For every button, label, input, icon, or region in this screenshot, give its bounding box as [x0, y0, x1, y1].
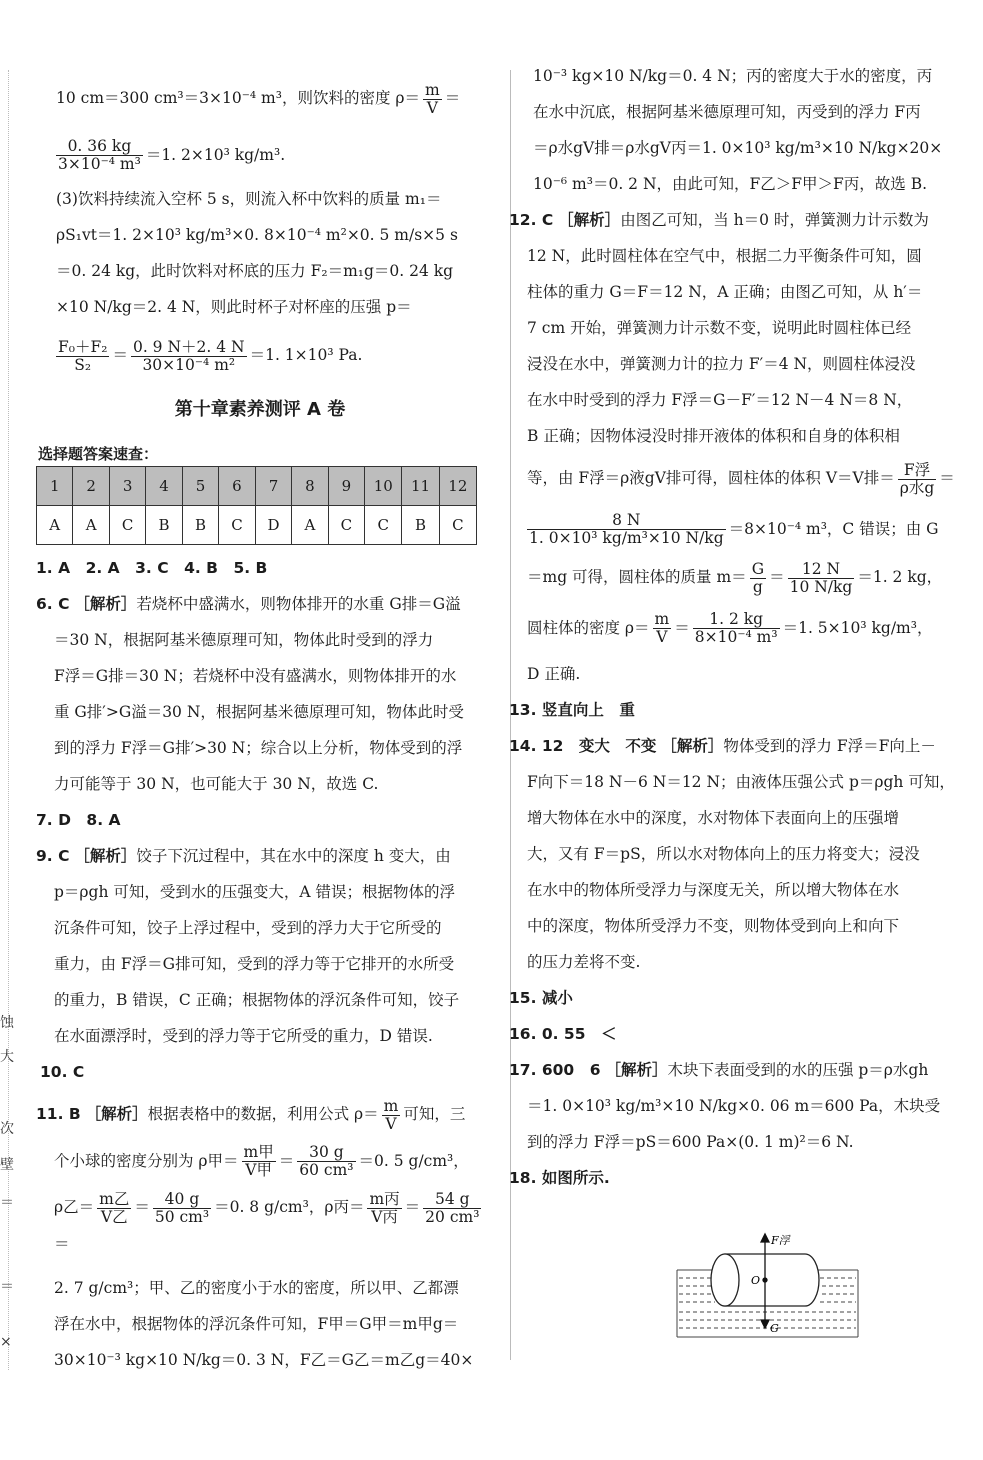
fraction: $\frac{\text{F₀＋F₂}}{\text{S₂}}$ — [58, 337, 108, 374]
text-line: 到的浮力 F浮＝pS＝600 Pa×(0. 1 m)²＝6 N. — [527, 1133, 854, 1151]
table-cell: C — [109, 506, 145, 545]
text-line: ＝1. 0×10³ kg/m³×10 N/kg×0. 06 m＝600 Pa，木块受 — [527, 1097, 941, 1115]
table-cell: A — [73, 506, 109, 545]
answers-block: 1. A 2. A 3. C 4. B 5. B 6. C ［解析］若烧杯中盛满水，则物体排开的水重 G排＝G溢 ＝30 N，根据阿基米德原理可知，物体此时受到的浮力 F浮＝G排＝30 N；若烧杯中没有盛满水，则物体排开的水 重 G排′>G溢＝30 N，根据阿基米德原理可知，物体此时受 到的浮力 F浮＝G排′>30 N；综合以上分析，物体受到的浮 力可能等于 30 N，也可能大于 30 N，故选 C. 7. D 8. A 9. C ［解析］饺子下沉过程中，其在水中的深度 h 变大，由 p＝ρgh 可知，受到水的压强变大，A 错误；根据物体的浮 沉条件可知，饺子上浮过程中，受到的浮力大于它所受的 重力，由 F浮＝G排可知，受到的浮力等于它排开的水所受 的重力，B 错误，C 正确；根据物体的浮沉条件可知，饺子 在水面漂浮时，受到的浮力等于它所受的重力，D 错误. 10. C 11. B ［解析］根据表格中的数据，利用公式 ρ＝ $\frac{m}{V}$ 可知，三 个小球的密度分别为 ρ甲＝ $\frac{\text{m甲}}{\text{V甲}}$ ＝ $\frac{30 g}{\text{60 cm³}}$ ＝0. 5 g/cm³， ρ乙＝ $\frac{\text{m乙}}{\text{V乙}}$ ＝ $\frac{40 g}{\text{50 cm³}}$ ＝0. 8 g/cm³，ρ丙＝ $\frac{\text{m丙}}{\text{V丙}}$ ＝ $\frac{54 g}{\text{20 cm³}}$ ＝ 2. 7 g/cm³；甲、乙的密度小于水的密度，所以甲、乙都漂 浮在水中，根据物体的浮沉条件可知，F甲＝G甲＝m甲g＝ 30×10⁻³ kg×10 N/kg＝0. 3 N，F乙＝G乙＝m乙g＝40× — [36, 550, 486, 1378]
solution-continued: 10 cm＝300 cm³＝3×10⁻⁴ m³，则饮料的密度 ρ＝ $\frac{m}{V}$ ＝ $\frac{0. 36 kg}{\text{3×10⁻⁴ m³}}$ ＝1. 2×10³ kg/m³. (3)饮料持续流入空杯 5 s，则流入杯中饮料的质量 m₁＝ ρS₁vt＝1. 2×10³ kg/m³×0. 8×10⁻⁴ m²×0. 5 m/s×5 s ＝0. 24 kg，此时饮料对杯底的压力 F₂＝m₁g＝0. 24 kg ×10 N/kg＝2. 4 N，则此时杯子对杯座的压强 p＝ $\frac{\text{F₀＋F₂}}{\text{S₂}}$ ＝ $\frac{0. 9 N+2. 4 N}{\text{30×10⁻⁴ m²}}$ ＝1. 1×10³ Pa. — [56, 80, 496, 374]
fraction: $\frac{\text{m甲}}{\text{V甲}}$ — [243, 1143, 274, 1179]
margin-char: 蚀 — [0, 1015, 14, 1031]
answer-q6: 6. C ［解析］若烧杯中盛满水，则物体排开的水重 G排＝G溢 — [36, 595, 461, 613]
table-cell: C — [365, 506, 402, 545]
fraction: $\frac{m}{V}$ — [383, 1096, 399, 1133]
text-line: 在水中的物体所受浮力与深度无关，所以增大物体在水 — [527, 881, 900, 899]
answer-table — [36, 466, 477, 545]
text-line: 10⁻⁶ m³＝0. 2 N，由此可知，F乙＞F甲＞F丙，故选 B. — [533, 175, 928, 193]
answer-q15: 15. 减小 — [509, 989, 573, 1007]
table-cell: 5 — [182, 467, 218, 506]
text-line: p＝ρgh 可知，受到水的压强变大，A 错误；根据物体的浮 — [54, 883, 455, 901]
text-line: 2. 7 g/cm³；甲、乙的密度小于水的密度，所以甲、乙都漂 — [54, 1278, 459, 1297]
text-line: 12 N，此时圆柱体在空气中，根据二力平衡条件可知，圆 — [527, 247, 922, 265]
fraction: $\frac{30 g}{\text{60 cm³}}$ — [299, 1143, 354, 1179]
text-line: 力可能等于 30 N，也可能大于 30 N，故选 C. — [54, 775, 379, 793]
text-line: ρ乙＝ — [54, 1198, 95, 1216]
text-line: 在水中沉底，根据阿基米德原理可知，丙受到的浮力 F丙 — [533, 103, 921, 121]
margin-char: ＝ — [0, 1279, 14, 1295]
text-line: ×10 N/kg＝2. 4 N，则此时杯子对杯座的压强 p＝ — [56, 298, 412, 316]
text-line: 7 cm 开始，弹簧测力计示数不变，说明此时圆柱体已经 — [527, 319, 912, 337]
fraction: $\frac{\text{m乙}}{\text{V乙}}$ — [99, 1189, 130, 1226]
text-line: ＝1. 2×10³ kg/m³. — [145, 145, 286, 164]
section-title: 第十章素养测评 A 卷 — [174, 399, 346, 420]
fraction: $\frac{0. 36 kg}{\text{3×10⁻⁴ m³}}$ — [58, 137, 141, 173]
answer-q10: 10. C — [40, 1063, 85, 1081]
answer-q14: 14. 12 变大 不变 ［解析］物体受到的浮力 F浮＝F向上－ — [509, 737, 936, 755]
table-cell: D — [255, 506, 292, 545]
table-cell: B — [146, 506, 182, 545]
text-line: 浸没在水中，弹簧测力计的拉力 F′＝4 N，则圆柱体浸没 — [527, 355, 916, 373]
table-cell: C — [219, 506, 255, 545]
text-line: F向下＝18 N－6 N＝12 N；由液体压强公式 p＝ρgh 可知， — [527, 773, 955, 791]
text-line: 的压力差将不变. — [527, 953, 641, 971]
table-cell: 9 — [328, 467, 364, 506]
table-header-row — [37, 467, 477, 506]
text-line: 浮在水中，根据物体的浮沉条件可知，F甲＝G甲＝m甲g＝ — [54, 1314, 459, 1333]
answer-q9: 9. C ［解析］饺子下沉过程中，其在水中的深度 h 变大，由 — [36, 847, 451, 865]
text-line: (3)饮料持续流入空杯 5 s，则流入杯中饮料的质量 m₁＝ — [56, 190, 442, 208]
margin-char: 大 — [0, 1049, 14, 1065]
table-cell: 1 — [37, 467, 73, 506]
answer-q18: 18. 如图所示. — [509, 1169, 610, 1187]
table-cell: 7 — [255, 467, 292, 506]
fraction: $\frac{1. 2 kg}{\text{8×10⁻⁴ m³}}$ — [694, 610, 778, 646]
fraction: $\frac{0. 9 N+2. 4 N}{\text{30×10⁻⁴ m²}}$ — [132, 337, 245, 374]
margin-char: 壁 — [0, 1157, 14, 1173]
table-cell: B — [182, 506, 218, 545]
answer-q7-8: 7. D 8. A — [36, 811, 121, 829]
table-cell: 6 — [219, 467, 255, 506]
margin-char: 次 — [0, 1121, 14, 1137]
table-cell: C — [328, 506, 364, 545]
table-answer-row — [37, 506, 477, 545]
quick-check-label: 选择题答案速查： — [38, 445, 159, 463]
text-line: ＝0. 24 kg，此时饮料对杯底的压力 F₂＝m₁g＝0. 24 kg — [56, 262, 454, 280]
fraction: $\frac{G}{g}$ — [751, 559, 765, 596]
margin-char: × — [0, 1334, 12, 1350]
text-line: ＝ρ水gV排＝ρ水gV丙＝1. 0×10³ kg/m³×10 N/kg×20× — [533, 139, 943, 157]
answer-q17: 17. 600 6 ［解析］木块下表面受到的水的压强 p＝ρ水gh — [509, 1061, 929, 1079]
text-line: ＝mg 可得，圆柱体的质量 m＝ — [527, 568, 747, 586]
fraction: $\frac{12 N}{10 N/kg}$ — [789, 559, 853, 596]
text-line: 重力，由 F浮＝G排可知，受到的浮力等于它排开的水所受 — [54, 955, 455, 973]
answer-q11: 11. B ［解析］根据表格中的数据，利用公式 ρ＝ $\frac{m}{V}$ 可知，三 — [36, 1096, 466, 1133]
fraction: $\frac{m}{V}$ — [654, 610, 670, 646]
text-line: ＝8×10⁻⁴ m³，C 错误；由 G — [728, 519, 939, 538]
text-line: 30×10⁻³ kg×10 N/kg＝0. 3 N，F乙＝G乙＝m乙g＝40× — [54, 1350, 474, 1369]
fraction: $\frac{8 N}{\text{1. 0×10³ kg/m³×10 N/kg}}$ — [529, 511, 724, 547]
text-line: 到的浮力 F浮＝G排′>30 N；综合以上分析，物体受到的浮 — [54, 739, 463, 757]
table-cell: 2 — [73, 467, 109, 506]
text-line: 柱体的重力 G＝F＝12 N，A 正确；由图乙可知，从 h′＝ — [527, 283, 923, 301]
text-line: 个小球的密度分别为 ρ甲＝ — [54, 1151, 239, 1170]
text-line: 在水面漂浮时，受到的浮力等于它所受的重力，D 错误. — [54, 1027, 433, 1045]
text-line: ＝30 N，根据阿基米德原理可知，物体此时受到的浮力 — [54, 631, 434, 649]
text-line: 在水中时受到的浮力 F浮＝G－F′＝12 N－4 N＝8 N， — [527, 391, 913, 409]
fraction: $\frac{m}{V}$ — [424, 80, 440, 117]
fraction: $\frac{40 g}{\text{50 cm³}}$ — [154, 1189, 210, 1226]
text-line: 的重力，B 错误，C 正确；根据物体的浮沉条件可知，饺子 — [54, 991, 460, 1009]
table-cell: 12 — [439, 467, 476, 506]
text-line: 大，又有 F＝pS，所以水对物体向上的压力将变大；浸没 — [527, 845, 920, 863]
table-cell: 11 — [402, 467, 439, 506]
answer-q12: 12. C ［解析］由图乙可知，当 h＝0 时，弹簧测力计示数为 12 N，此时圆柱体在空气中，根据二力平衡条件可知，圆 柱体的重力 G＝F＝12 N，A 正确；由图乙可知，从 h′＝ 7 cm 开始，弹簧测力计示数不变，说明此时圆柱体已经 浸没在水中，弹簧测力计的拉力 F′＝4 N，则圆柱体浸没 在水中时受到的浮力 F浮＝G－F′＝12 N－4 N＝8 N， B 正确；因物体浸没时排开液体的体积和自身的体积相 等，由 F浮＝ρ液gV排可得，圆柱体的体积 V＝V排＝ $\frac{\text{F浮}}{\text{ρ水g}}$ ＝ $\frac{8 N}{\text{1. 0×10³ kg/m³×10 N/kg}}$ ＝8×10⁻⁴ m³，C 错误；由 G ＝mg 可得，圆柱体的质量 m＝ $\frac{G}{g}$ ＝ $\frac{12 N}{10 N/kg}$ ＝1. 2 kg， 圆柱体的密度 ρ＝ $\frac{m}{V}$ ＝ $\frac{1. 2 kg}{\text{8×10⁻⁴ m³}}$ ＝1. 5×10³ kg/m³， D 正确. 13. 竖直向上 重 14. 12 变大 不变 ［解析］物体受到的浮力 F浮＝F向上－ F向下＝18 N－6 N＝12 N；由液体压强公式 p＝ρgh 可知， 增大物体在水中的深度，水对物体下表面向上的压强增 大，又有 F＝pS，所以水对物体向上的压力将变大；浸没 在水中的物体所受浮力与深度无关，所以增大物体在水 中的深度，物体所受浮力不变，则物体受到向上和向下 的压力差将不变. 15. 减小 16. 0. 55 ＜ 17. 600 6 ［解析］木块下表面受到的水的压强 p＝ρ水gh ＝1. 0×10³ kg/m³×10 N/kg×0. 06 m＝600 Pa，木块受 到的浮力 F浮＝pS＝600 Pa×(0. 1 m)²＝6 N. 18. 如图所示. — [509, 202, 965, 1196]
text-line: 重 G排′>G溢＝30 N，根据阿基米德原理可知，物体此时受 — [54, 703, 464, 721]
table-cell: 8 — [292, 467, 328, 506]
text-line: 沉条件可知，饺子上浮过程中，受到的浮力大于它所受的 — [54, 919, 442, 937]
center-label: O — [751, 1274, 761, 1287]
left-margin-dotted-line — [8, 70, 9, 1370]
q11-continued — [533, 58, 965, 202]
table-cell: A — [292, 506, 328, 545]
fraction: $\frac{\text{F浮}}{\text{ρ水g}}$ — [899, 460, 935, 497]
answer-q1-5: 1. A 2. A 3. C 4. B 5. B — [36, 559, 268, 577]
table-cell: 4 — [146, 467, 182, 506]
text-line: 圆柱体的密度 ρ＝ — [527, 618, 650, 637]
text-line: ＝1. 1×10³ Pa. — [249, 346, 363, 364]
table-cell: C — [439, 506, 476, 545]
text-line: B 正确；因物体浸没时排开液体的体积和自身的体积相 — [527, 427, 900, 445]
text-line: 10 cm＝300 cm³＝3×10⁻⁴ m³，则饮料的密度 ρ＝ — [56, 89, 420, 107]
buoyant-force-label: F浮 — [771, 1234, 790, 1247]
margin-char: ＝ — [0, 1195, 14, 1211]
gravity-label: G — [770, 1322, 779, 1335]
text-line: 增大物体在水中的深度，水对物体下表面向上的压强增 — [527, 809, 900, 827]
table-cell: A — [37, 506, 73, 545]
table-cell: 3 — [109, 467, 145, 506]
text-line: 等，由 F浮＝ρ液gV排可得，圆柱体的体积 V＝V排＝ — [527, 469, 895, 487]
table-cell: B — [402, 506, 439, 545]
fraction: $\frac{\text{m丙}}{\text{V丙}}$ — [369, 1189, 400, 1226]
fraction: $\frac{54 g}{\text{20 cm³}}$ — [425, 1189, 480, 1226]
text-line: ρS₁vt＝1. 2×10³ kg/m³×0. 8×10⁻⁴ m²×0. 5 m/s×5 s — [56, 226, 458, 244]
table-cell: 10 — [365, 467, 402, 506]
answer-q13: 13. 竖直向上 重 — [509, 701, 635, 719]
text-line: 10⁻³ kg×10 N/kg＝0. 4 N；丙的密度大于水的密度，丙 — [533, 67, 933, 85]
buoyancy-diagram — [675, 1232, 860, 1344]
answer-q16: 16. 0. 55 ＜ — [509, 1025, 617, 1043]
text-line: 中的深度，物体所受浮力不变，则物体受到向上和向下 — [527, 917, 900, 935]
text-line: F浮＝G排＝30 N；若烧杯中没有盛满水，则物体排开的水 — [54, 667, 457, 685]
text-line: D 正确. — [527, 665, 581, 683]
